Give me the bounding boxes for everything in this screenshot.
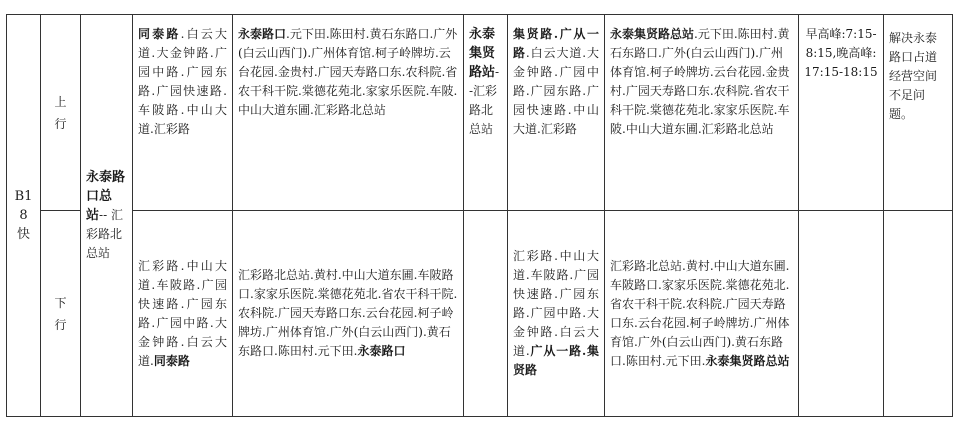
terminus-b-name: 永泰集贤路站 <box>469 27 496 80</box>
up-stops2-cell <box>605 15 799 211</box>
up-stops-cell <box>233 15 464 211</box>
purpose-cell <box>884 15 953 211</box>
down-short-route2-end: 广从一路.集贤路 <box>513 344 599 377</box>
direction-label-down: 下行 <box>54 295 67 332</box>
down-time-empty-cell <box>799 211 884 417</box>
terminus-cell-a <box>81 15 133 417</box>
up-stops2-start: 永泰集贤路总站 <box>610 27 695 41</box>
down-purpose-empty-cell <box>884 211 953 417</box>
table-row-up <box>7 15 953 211</box>
up-short-route2-start: 集贤路.广从一路 <box>513 27 599 60</box>
up-stops-text: .元下田.陈田村.黄石东路口.广外(白云山西门).广州体育馆.柯子岭牌坊.云台花园.金贵村.广园天寿路口东.农科院.省农干科干院.棠德花苑北.家家乐医院.车陂.中山大道东圃.汇彩路北总站 <box>238 27 458 117</box>
up-short-route-cell <box>133 15 233 211</box>
direction-label-up: 上行 <box>54 94 67 131</box>
down-short-route-end: 同泰路 <box>153 353 190 368</box>
terminus-b-rest: --汇彩路北总站 <box>469 65 500 136</box>
purpose-text: 解决永泰路口占道经营空间不足问题。 <box>889 31 938 121</box>
down-short-route2-cell <box>508 211 605 417</box>
service-time-cell <box>799 15 884 211</box>
down-stops2-end: 永泰集贤路总站 <box>705 353 790 368</box>
up-short-route-text: .白云大道.大金钟路.广园中路.广园东路.广园快速路.车陂路.中山大道.汇彩路 <box>138 27 227 136</box>
down-stops2-text: 汇彩路北总站.黄村.中山大道东圃.车陂路口.家家乐医院.棠德花苑北.省农干科干院.农科院.广园天寿路口东.云台花园.柯子岭牌坊.广州体育馆.广外(白云山西门).黄石东路口.陈田村.元下田. <box>610 258 790 368</box>
down-short-route2-text: 汇彩路.中山大道.车陂路.广园快速路.广园东路.广园中路.大金钟路.白云大道. <box>513 249 599 358</box>
down-stops-cell <box>233 211 464 417</box>
down-stops-end: 永泰路口 <box>357 344 406 358</box>
up-short-route2-cell <box>508 15 605 211</box>
terminus-a-name: 永泰路口总站 <box>86 170 126 223</box>
up-stops2-text: .元下田.陈田村.黄石东路口.广外(白云山西门).广州体育馆.柯子岭牌坊.云台花园.金贵村.广园天寿路口东.农科院.省农干科干院.棠德花苑北.家家乐医院.车陂.中山大道东圃.汇彩路北总站 <box>610 27 790 136</box>
down-stops2-cell <box>605 211 799 417</box>
route-adjustment-table <box>6 14 953 417</box>
down-stops-text: 汇彩路北总站.黄村.中山大道东圃.车陂路口.家家乐医院.棠德花苑北.省农干科干院.农科院.广园天寿路口东.云台花园.柯子岭牌坊.广州体育馆.广外(白云山西门).黄石东路口.陈田村.元下田. <box>238 268 458 358</box>
service-time: 早高峰:7:15-8:15,晚高峰:17:15-18:15 <box>804 27 878 79</box>
down-empty-cell <box>464 211 508 417</box>
up-short-route2-text: .白云大道.大金钟路.广园中路.广园东路.广园快速路.中山大道.汇彩路 <box>513 46 599 136</box>
terminus-a-rest: -- 汇彩路北总站 <box>86 208 123 260</box>
table-row-down <box>7 211 953 417</box>
terminus-cell-b <box>464 15 508 211</box>
down-short-route-text: 汇彩路.中山大道.车陂路.广园快速路.广园东路.广园中路.大金钟路.白云大道. <box>138 258 227 368</box>
direction-cell-up <box>41 15 81 211</box>
up-stops-start: 永泰路口 <box>238 27 287 41</box>
down-short-route-cell <box>133 211 233 417</box>
route-type: 快 <box>16 227 30 242</box>
direction-cell-down <box>41 211 81 417</box>
up-short-route-start: 同泰路 <box>138 27 181 41</box>
route-number: B18 <box>14 189 33 223</box>
route-number-cell <box>7 15 41 417</box>
